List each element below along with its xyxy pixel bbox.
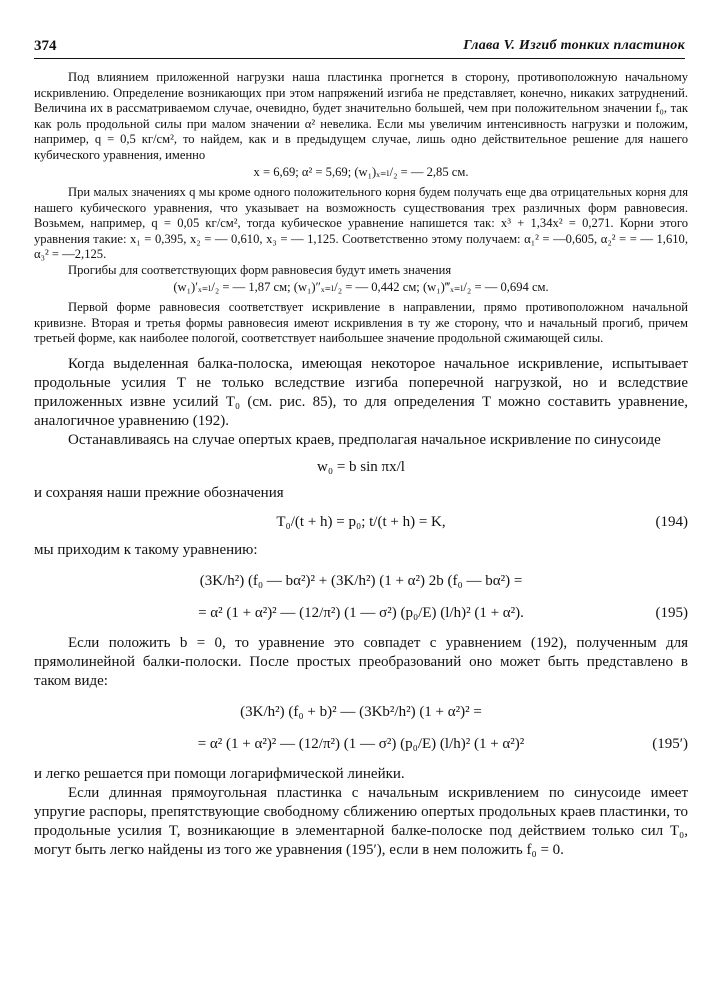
paragraph-small-3: Прогибы для соответствующих форм равновесия будут иметь значения — [68, 262, 452, 277]
equation-195-body: = α² (1 + α²)² — (12/π²) (1 — σ²) (p₀/E) (l/h)² (1 + α²). — [198, 604, 524, 621]
chapter-title: Глава V. Изгиб тонких пластинок — [463, 38, 685, 53]
paragraph-11: Если длинная прямоугольная пластинка с начальным искривлением по синусоиде имеет упругие распоры, препятствующие свободному сближению опертых продольных краев пластинки, то продольные усилия T, возникающие в элементарной балке-полоске под действием только сил T₀, могут быть легко найдены из того же уравнения (195′), если в нем положить f₀ = 0. — [34, 784, 688, 858]
paragraph-small-4: Первой форме равновесия соответствует искривление в направлении, прямо противоположном начальной кривизне. Вторая и третья формы равновесия имеют искривления в ту же сторону, что и начальный прогиб, причем третьей форме, как наиболее пологой, соответствует наибольшее значение продольной сжимающей силы. — [34, 300, 688, 345]
equation-roots: x = 6,69; α² = 5,69; (w₁)ₓ₌ₗ/₂ = — 2,85 см. — [253, 165, 469, 179]
equation-195p-line-1: (3K/h²) (f₀ + b)² — (3Kb²/h²) (1 + α²)² = — [240, 703, 482, 720]
equation-194-number: (194) — [655, 513, 688, 530]
equation-195-number: (195) — [655, 604, 688, 621]
paragraph-10: и легко решается при помощи логарифмической линейки. — [34, 765, 405, 782]
equation-initial-curve: w₀ = b sin πx/l — [317, 458, 405, 475]
paragraph-small-1: Под влиянием приложенной нагрузки наша пластинка прогнется в сторону, противоположную начальному искривлению. Определение возникающих при этом напряжений изгиба не представляет, конечно, никаких затруднений. Величина их в рассматриваемом случае, очевидно, будет значительно большей, чем при положительном значении f₀, так как роль продольной силы при малом значении α² невелика. Если мы увеличим интенсивность нагрузки и положим, например, q = 0,5 кг/см², то найдем, как и в предыдущем случае, лишь одно действительное решение для нашего кубического уравнения, именно — [34, 70, 688, 162]
paragraph-5: Когда выделенная балка-полоска, имеющая некоторое начальное искривление, испытывает продольные усилия T не только вследствие изгиба поперечной нагрузкой, но и вследствие приложенных извне усилий T₀ (см. рис. 85), то для определения T можно составить уравнение, аналогичное уравнению (192). — [34, 355, 688, 429]
equation-195p-number: (195′) — [652, 735, 688, 752]
equation-194 — [34, 511, 688, 533]
page-number: 374 — [34, 38, 57, 54]
paragraph-9: Если положить b = 0, то уравнение это совпадет с уравнением (192), полученным для прямолинейной балки-полоски. После простых преобразований оно может быть представлено в таком виде: — [34, 634, 688, 689]
page-body — [34, 70, 688, 860]
paragraph-7: и сохраняя наши прежние обозначения — [34, 484, 284, 501]
equation-195-line-1: (3K/h²) (f₀ — bα²)² + (3K/h²) (1 + α²) 2b (f₀ — bα²) = — [199, 572, 523, 589]
running-header — [34, 36, 685, 59]
equation-195-line-2 — [34, 602, 688, 624]
paragraph-6: Останавливаясь на случае опертых краев, предполагая начальное искривление по синусоиде — [68, 431, 661, 448]
equation-194-body: T₀/(t + h) = p₀; t/(t + h) = K, — [276, 513, 446, 530]
equation-195p-body: = α² (1 + α²)² — (12/π²) (1 — σ²) (p₀/E) (l/h)² (1 + α²)² — [197, 735, 525, 752]
equation-195p-line-2 — [34, 733, 688, 755]
equation-deflections: (w₁)′ₓ₌ₗ/₂ = — 1,87 см; (w₁)″ₓ₌ₗ/₂ = — 0,442 см; (w₁)‴ₓ₌ₗ/₂ = — 0,694 см. — [173, 280, 549, 294]
paragraph-small-2: При малых значениях q мы кроме одного положительного корня будем получать еще два отрицательных корня для нашего кубического уравнения, что указывает на возможность существования трех различных форм равновесия. Возьмем, например, q = 0,05 кг/см², тогда кубическое уравнение напишется так: x³ + 1,34x² = 0,271. Корни этого уравнения такие: x₁ = 0,395, x₂ = — 0,610, x₃ = — 1,125. Соответственно этому получаем: α₁² = —0,605, α₂² = = — 1,610, α₃² = —2,125. — [34, 185, 688, 261]
paragraph-8: мы приходим к такому уравнению: — [34, 541, 258, 558]
